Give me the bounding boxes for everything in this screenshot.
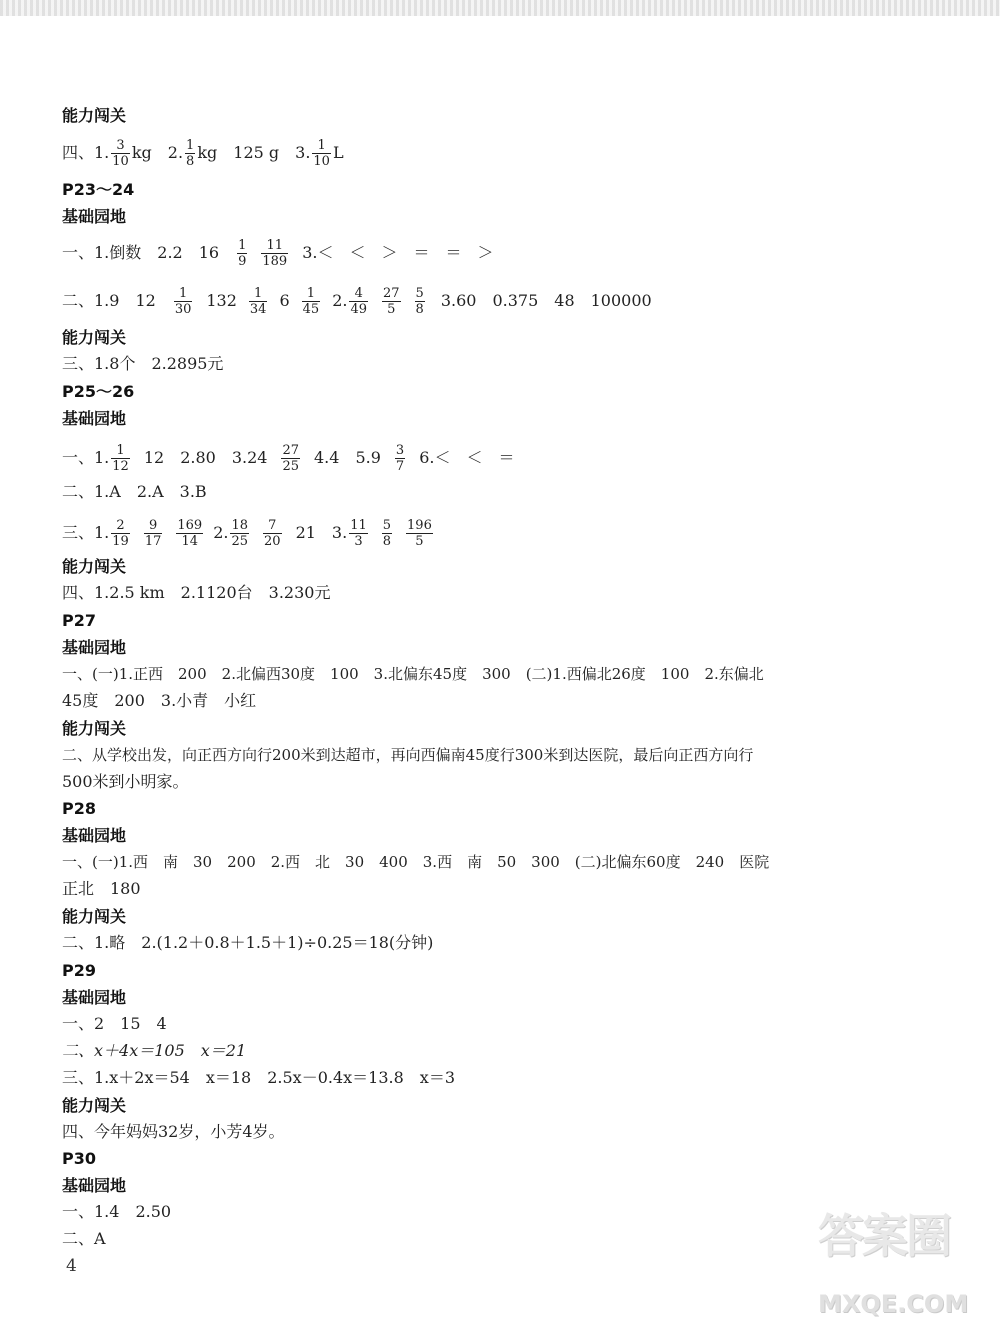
denominator: 34 bbox=[249, 302, 267, 317]
answer-line: 一、(一)1.西 南 30 200 2.西 北 30 400 3.西 南 50 300 (二)北偏东60度 240 医院 bbox=[62, 853, 770, 871]
numerator: 27 bbox=[383, 286, 400, 301]
text: 一、1.倒数 2.2 16 bbox=[62, 243, 236, 262]
text: 4.4 5.9 bbox=[314, 448, 381, 467]
denominator: 8 bbox=[382, 534, 392, 549]
section-heading: 基础园地 bbox=[62, 638, 127, 657]
numerator: 7 bbox=[263, 518, 282, 534]
section-heading: 基础园地 bbox=[62, 988, 127, 1007]
denominator: 5 bbox=[387, 302, 396, 317]
text: 2. bbox=[332, 291, 348, 310]
watermark bbox=[818, 1200, 988, 1320]
text: 一、1. bbox=[62, 448, 110, 467]
denominator: 49 bbox=[350, 302, 367, 317]
answer-line bbox=[62, 138, 344, 169]
fraction bbox=[174, 286, 193, 317]
text: 21 3. bbox=[295, 523, 348, 542]
denominator: 20 bbox=[264, 534, 281, 549]
page-ref: P25～26 bbox=[62, 382, 135, 401]
answer-line: 一、2 15 4 bbox=[62, 1014, 167, 1033]
denominator: 12 bbox=[112, 459, 129, 474]
answer-line: 正北 180 bbox=[62, 879, 141, 898]
numerator: 11 bbox=[350, 518, 367, 533]
denominator: 5 bbox=[415, 534, 424, 549]
fraction bbox=[237, 238, 247, 269]
section-heading: 能力闯关 bbox=[62, 328, 127, 347]
fraction bbox=[230, 518, 249, 549]
answer-line: 一、(一)1.正西 200 2.北偏西30度 100 3.北偏东45度 300 (二)1.西偏北26度 100 2.东偏北 bbox=[62, 665, 764, 683]
fraction bbox=[261, 238, 288, 269]
text: 二、1.9 12 bbox=[62, 291, 172, 310]
text: L bbox=[332, 143, 344, 162]
section-heading: 基础园地 bbox=[62, 409, 127, 428]
numerator: 4 bbox=[349, 286, 368, 302]
denominator: 30 bbox=[174, 302, 192, 317]
fraction bbox=[395, 443, 405, 474]
fraction bbox=[249, 286, 268, 317]
text: 6.＜ ＜ ＝ bbox=[419, 448, 515, 467]
page-ref: P28 bbox=[62, 799, 96, 818]
fraction bbox=[263, 518, 282, 549]
denominator: 45 bbox=[302, 302, 320, 317]
denominator: 7 bbox=[395, 459, 405, 474]
scan-edge-band bbox=[0, 0, 1000, 16]
fraction bbox=[111, 138, 130, 169]
denominator: 14 bbox=[181, 534, 199, 549]
numerator: 1 bbox=[111, 443, 130, 459]
denominator: 10 bbox=[313, 154, 330, 169]
answer-line bbox=[62, 518, 435, 549]
fraction bbox=[176, 518, 203, 549]
denominator: 25 bbox=[282, 459, 299, 474]
denominator: 25 bbox=[231, 534, 249, 549]
answer-line: 二、从学校出发，向正西方向行200米到达超市，再向西偏南45度行300米到达医院，最后向正西方向行 bbox=[62, 746, 754, 764]
numerator: 1 bbox=[238, 238, 247, 253]
page-number: 4 bbox=[66, 1256, 77, 1276]
text: 三、1. bbox=[62, 523, 110, 542]
answer-line: 三、1.x＋2x＝54 x＝18 2.5x－0.4x＝13.8 x＝3 bbox=[62, 1068, 456, 1087]
fraction bbox=[185, 138, 195, 169]
text: 6 bbox=[279, 291, 290, 310]
answer-line bbox=[62, 286, 652, 317]
numerator: 1 bbox=[302, 286, 321, 302]
numerator: 11 bbox=[261, 238, 288, 254]
numerator: 9 bbox=[144, 518, 163, 534]
denominator: 8 bbox=[186, 154, 195, 169]
page-ref: P29 bbox=[62, 961, 96, 980]
watermark-logo: 答案圈 bbox=[818, 1209, 950, 1263]
fraction bbox=[144, 518, 163, 549]
denominator: 10 bbox=[112, 154, 129, 169]
numerator: 5 bbox=[415, 286, 424, 301]
denominator: 8 bbox=[415, 302, 424, 317]
text: 四、1. bbox=[62, 143, 110, 162]
section-heading: 能力闯关 bbox=[62, 1096, 127, 1115]
answer-line: 二、x＋4x＝105 x＝21 bbox=[62, 1041, 247, 1060]
fraction bbox=[349, 518, 368, 549]
text: 12 2.80 3.24 bbox=[143, 448, 268, 467]
answer-line: 二、1.略 2.(1.2＋0.8＋1.5＋1)÷0.25＝18(分钟) bbox=[62, 933, 434, 952]
fraction bbox=[406, 518, 433, 549]
section-heading: 能力闯关 bbox=[62, 557, 127, 576]
numerator: 1 bbox=[312, 138, 331, 154]
answer-line: 四、今年妈妈32岁，小芳4岁。 bbox=[62, 1122, 285, 1141]
text: 2. bbox=[213, 523, 229, 542]
watermark-url: MXQE.COM bbox=[818, 1290, 969, 1318]
section-heading: 基础园地 bbox=[62, 1176, 127, 1195]
numerator: 1 bbox=[186, 138, 195, 153]
fraction bbox=[111, 443, 130, 474]
answer-line: 三、1.8个 2.2895元 bbox=[62, 354, 224, 373]
text: 3.＜ ＜ ＞ ＝ ＝ ＞ bbox=[302, 243, 494, 262]
text: kg 125 g 3. bbox=[197, 143, 311, 162]
answer-line bbox=[62, 443, 514, 474]
numerator: 169 bbox=[177, 518, 203, 533]
section-heading: 能力闯关 bbox=[62, 106, 127, 125]
text: 132 bbox=[206, 291, 237, 310]
denominator: 19 bbox=[112, 534, 129, 549]
numerator: 196 bbox=[407, 518, 432, 533]
section-heading: 基础园地 bbox=[62, 207, 127, 226]
numerator: 3 bbox=[111, 138, 130, 154]
answer-line: 二、A bbox=[62, 1229, 106, 1248]
answer-line: 四、1.2.5 km 2.1120台 3.230元 bbox=[62, 583, 331, 602]
answer-line: 500米到小明家。 bbox=[62, 772, 189, 791]
fraction bbox=[302, 286, 321, 317]
answer-line: 二、1.A 2.A 3.B bbox=[62, 482, 207, 501]
answer-line bbox=[62, 238, 493, 269]
section-heading: 能力闯关 bbox=[62, 907, 127, 926]
text: kg 2. bbox=[131, 143, 184, 162]
denominator: 189 bbox=[262, 254, 288, 269]
fraction bbox=[349, 286, 368, 317]
numerator: 27 bbox=[282, 443, 299, 458]
page-ref: P27 bbox=[62, 611, 96, 630]
numerator: 5 bbox=[382, 518, 392, 533]
page-ref: P23～24 bbox=[62, 180, 135, 199]
numerator: 1 bbox=[249, 286, 268, 302]
numerator: 18 bbox=[231, 518, 249, 533]
section-heading: 基础园地 bbox=[62, 826, 127, 845]
answer-line: 一、1.4 2.50 bbox=[62, 1202, 172, 1221]
answer-line: 45度 200 3.小青 小红 bbox=[62, 691, 257, 710]
numerator: 3 bbox=[395, 443, 405, 458]
fraction bbox=[382, 286, 401, 317]
fraction bbox=[415, 286, 425, 317]
numerator: 2 bbox=[111, 518, 130, 534]
text: 3.60 0.375 48 100000 bbox=[440, 291, 652, 310]
fraction bbox=[382, 518, 392, 549]
denominator: 17 bbox=[144, 534, 162, 549]
numerator: 1 bbox=[174, 286, 193, 302]
fraction bbox=[312, 138, 331, 169]
page-ref: P30 bbox=[62, 1149, 96, 1168]
section-heading: 能力闯关 bbox=[62, 719, 127, 738]
denominator: 9 bbox=[238, 254, 247, 269]
fraction bbox=[111, 518, 130, 549]
fraction bbox=[281, 443, 300, 474]
denominator: 3 bbox=[354, 534, 363, 549]
